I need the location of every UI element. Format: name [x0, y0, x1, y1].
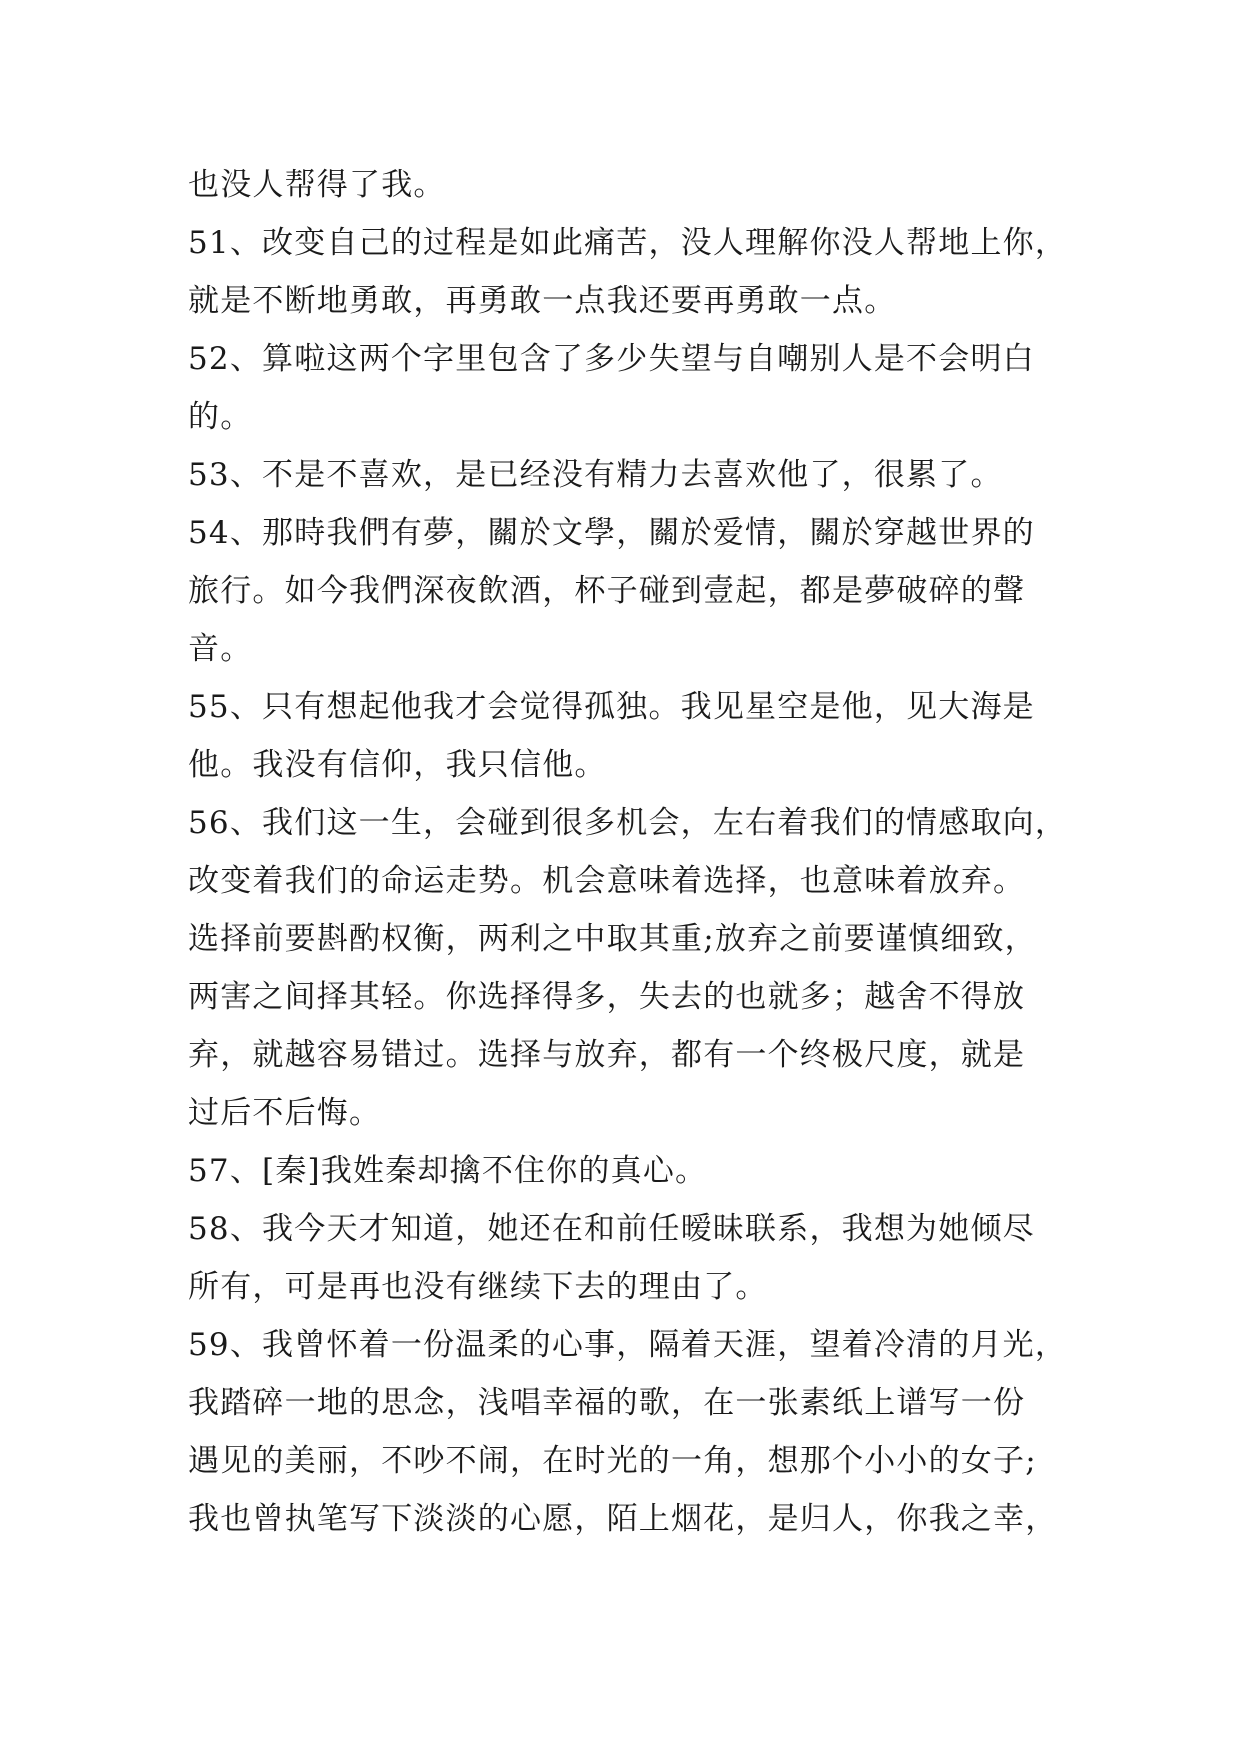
text-line: 音。: [188, 631, 253, 667]
text-line: 54、那時我們有夢，關於文學，關於爱情，關於穿越世界的: [188, 515, 1035, 551]
text-line: 55、只有想起他我才会觉得孤独。我见星空是他，见大海是: [188, 689, 1035, 725]
text-line: 弃，就越容易错过。选择与放弃，都有一个终极尺度，就是: [188, 1037, 1026, 1073]
text-line: 也没人帮得了我。: [188, 167, 446, 203]
text-line: 59、我曾怀着一份温柔的心事，隔着天涯，望着冷清的月光，: [188, 1327, 1068, 1363]
text-line: 52、算啦这两个字里包含了多少失望与自嘲别人是不会明白: [188, 341, 1035, 377]
text-line: 他。我没有信仰，我只信他。: [188, 747, 607, 783]
text-line: 旅行。如今我們深夜飲酒，杯子碰到壹起，都是夢破碎的聲: [188, 573, 1026, 609]
text-line: 的。: [188, 399, 253, 435]
text-line: 我也曾执笔写下淡淡的心愿，陌上烟花，是归人，你我之幸，: [188, 1501, 1058, 1537]
text-line: 改变着我们的命运走势。机会意味着选择，也意味着放弃。: [188, 863, 1026, 899]
text-line: 51、改变自己的过程是如此痛苦，没人理解你没人帮地上你，: [188, 225, 1068, 261]
text-line: 遇见的美丽，不吵不闹，在时光的一角，想那个小小的女子;: [188, 1443, 1037, 1479]
text-line: 过后不后悔。: [188, 1095, 382, 1131]
text-line: 56、我们这一生，会碰到很多机会，左右着我们的情感取向，: [188, 805, 1068, 841]
document-body: [188, 156, 1068, 1548]
text-line: 所有，可是再也没有继续下去的理由了。: [188, 1269, 768, 1305]
text-line: 我踏碎一地的思念，浅唱幸福的歌，在一张素纸上谱写一份: [188, 1385, 1026, 1421]
text-line: 57、[秦]我姓秦却擒不住你的真心。: [188, 1153, 708, 1189]
text-line: 58、我今天才知道，她还在和前任暧昧联系，我想为她倾尽: [188, 1211, 1035, 1247]
text-line: 53、不是不喜欢，是已经没有精力去喜欢他了，很累了。: [188, 457, 1003, 493]
text-line: 两害之间择其轻。你选择得多，失去的也就多；越舍不得放: [188, 979, 1026, 1015]
text-line: 选择前要斟酌权衡，两利之中取其重;放弃之前要谨慎细致，: [188, 921, 1037, 957]
text-line: 就是不断地勇敢，再勇敢一点我还要再勇敢一点。: [188, 283, 897, 319]
